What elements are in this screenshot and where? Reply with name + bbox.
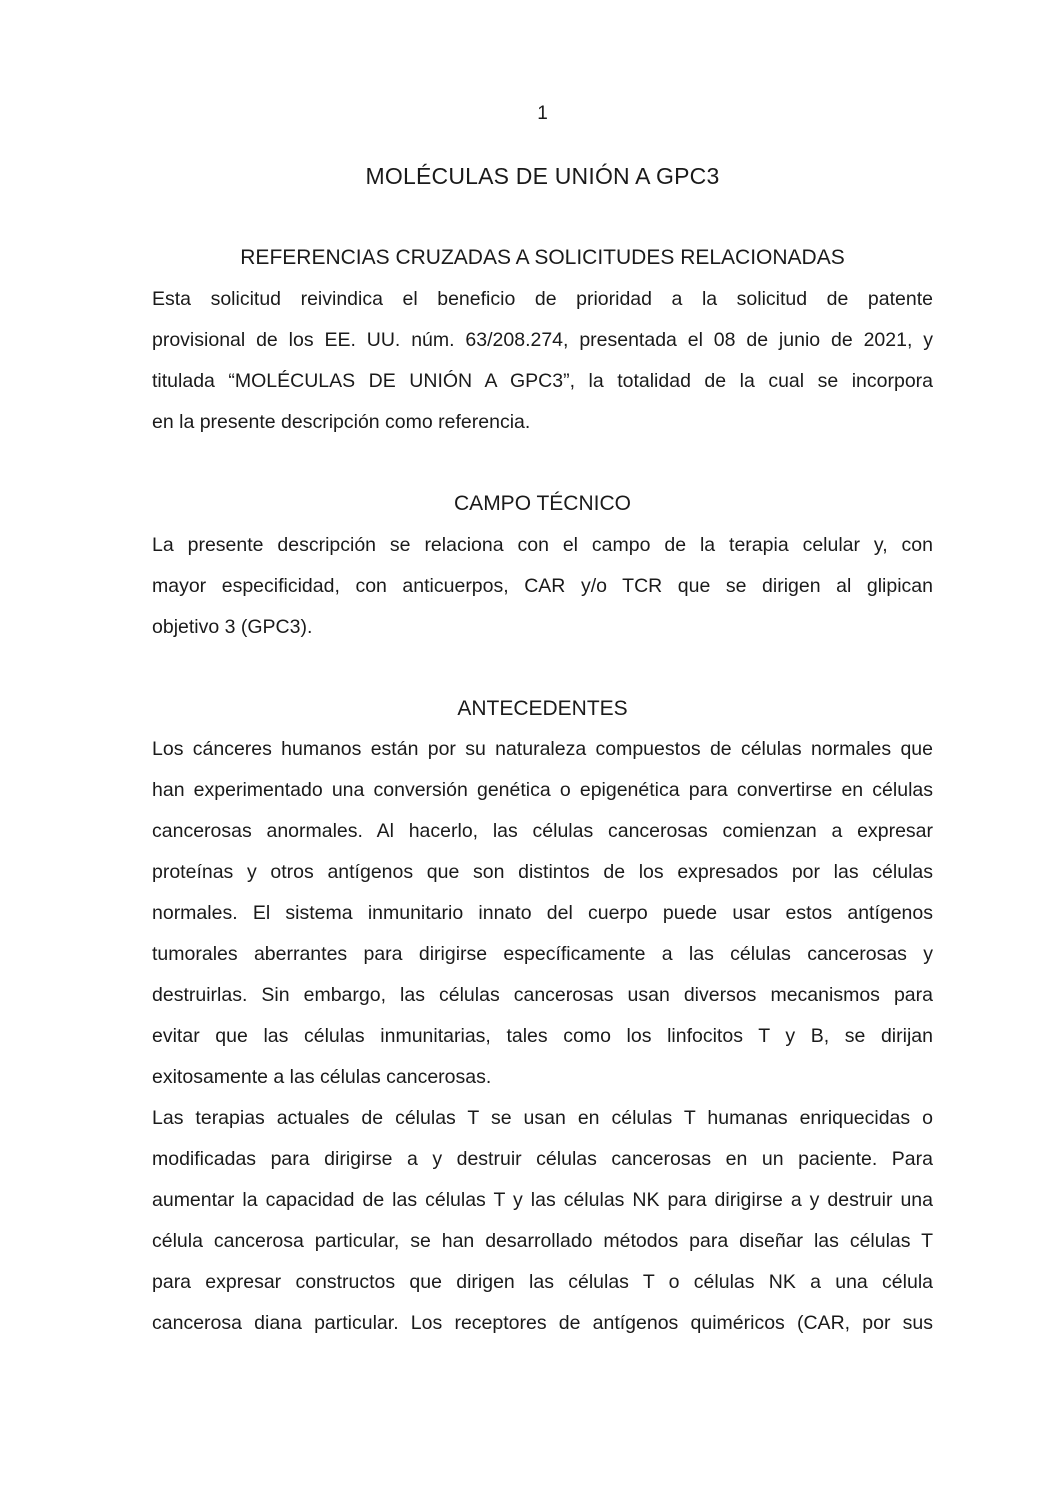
document-title: MOLÉCULAS DE UNIÓN A GPC3 — [365, 163, 720, 189]
paragraph-background-1 — [152, 729, 933, 1098]
text-line: cancerosa diana particular. Los receptores de antígenos quiméricos (CAR, por sus — [152, 1312, 933, 1334]
text-line: titulada “MOLÉCULAS DE UNIÓN A GPC3”, la totalidad de la cual se incorpora — [152, 370, 933, 392]
paragraph-background-2 — [152, 1098, 933, 1344]
text-line: célula cancerosa particular, se han desarrollado métodos para diseñar las células T — [152, 1230, 933, 1252]
heading-cross-references: REFERENCIAS CRUZADAS A SOLICITUDES RELACIONADAS — [240, 246, 845, 269]
text-line: han experimentado una conversión genética o epigenética para convertirse en células — [152, 779, 933, 801]
text-line: modificadas para dirigirse a y destruir células cancerosas en un paciente. Para — [152, 1148, 933, 1170]
text-line: objetivo 3 (GPC3). — [152, 616, 313, 638]
paragraph-cross-references — [152, 279, 933, 443]
text-line: mayor especificidad, con anticuerpos, CAR y/o TCR que se dirigen al glipican — [152, 575, 933, 597]
text-line: para expresar constructos que dirigen las células T o células NK a una célula — [152, 1271, 933, 1293]
text-line: exitosamente a las células cancerosas. — [152, 1066, 492, 1088]
text-line: Los cánceres humanos están por su naturaleza compuestos de células normales que — [152, 738, 933, 760]
text-line: provisional de los EE. UU. núm. 63/208.274, presentada el 08 de junio de 2021, y — [152, 329, 933, 351]
text-line: tumorales aberrantes para dirigirse específicamente a las células cancerosas y — [152, 943, 933, 965]
text-line: La presente descripción se relaciona con el campo de la terapia celular y, con — [152, 534, 933, 556]
text-line: Esta solicitud reivindica el beneficio de prioridad a la solicitud de patente — [152, 288, 933, 310]
heading-technical-field: CAMPO TÉCNICO — [454, 492, 631, 515]
text-line: Las terapias actuales de células T se usan en células T humanas enriquecidas o — [152, 1107, 933, 1129]
heading-background: ANTECEDENTES — [457, 697, 628, 720]
paragraph-technical-field — [152, 525, 933, 648]
text-line: aumentar la capacidad de las células T y las células NK para dirigirse a y destruir una — [152, 1189, 933, 1211]
text-line: en la presente descripción como referencia. — [152, 411, 531, 433]
page-number: 1 — [537, 103, 548, 124]
text-line: normales. El sistema inmunitario innato del cuerpo puede usar estos antígenos — [152, 902, 933, 924]
text-line: destruirlas. Sin embargo, las células cancerosas usan diversos mecanismos para — [152, 984, 933, 1006]
text-line: cancerosas anormales. Al hacerlo, las células cancerosas comienzan a expresar — [152, 820, 933, 842]
text-line: proteínas y otros antígenos que son distintos de los expresados por las células — [152, 861, 933, 883]
text-line: evitar que las células inmunitarias, tales como los linfocitos T y B, se dirijan — [152, 1025, 933, 1047]
